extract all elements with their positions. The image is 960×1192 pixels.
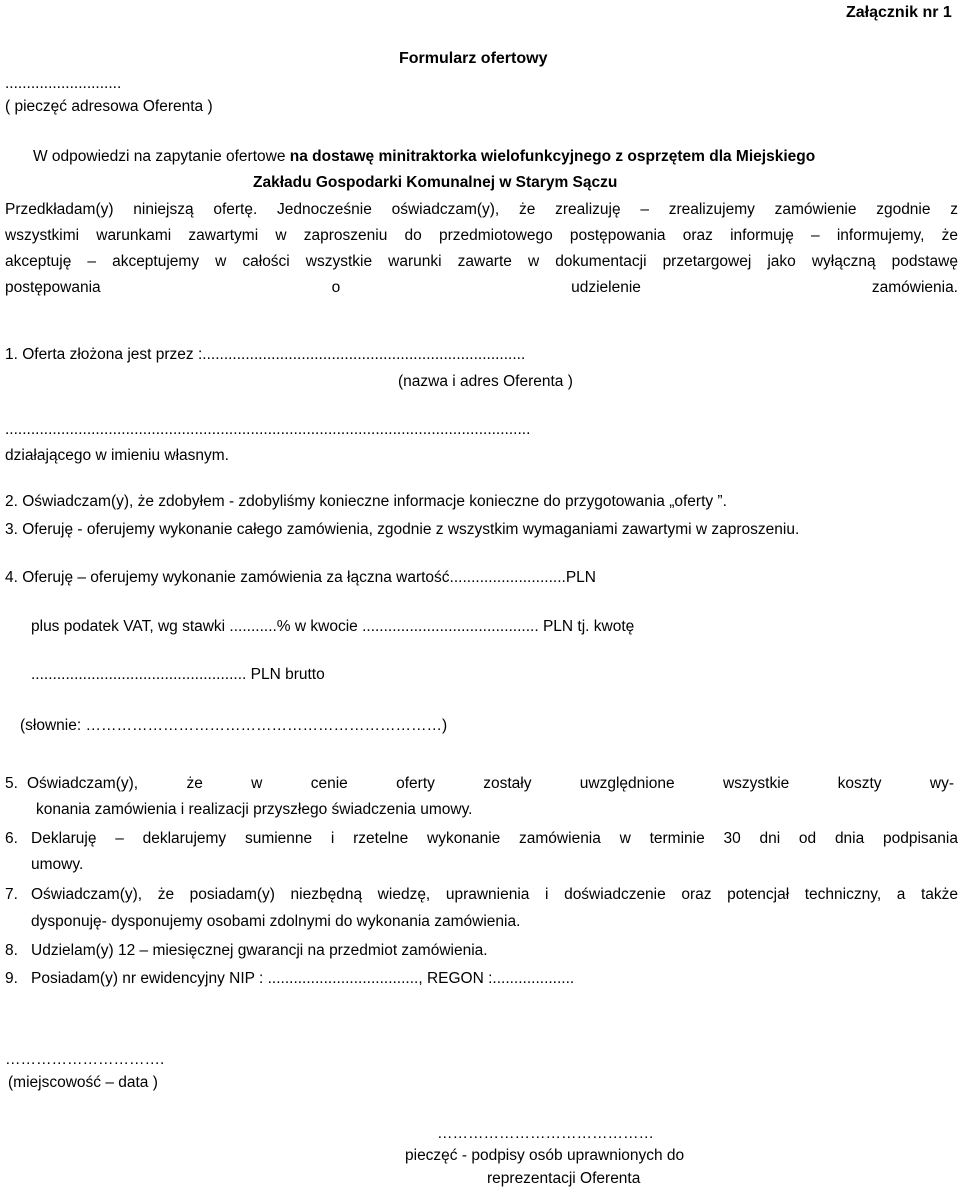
item-6	[5, 829, 958, 849]
item-4-vat: plus podatek VAT, wg stawki ...........% w kwocie ......................................... PLN tj. kwotę	[31, 618, 635, 635]
attachment-label: Załącznik nr 1	[846, 4, 952, 21]
item-6-number: 6.	[5, 830, 18, 847]
item-7	[5, 885, 958, 905]
form-title: Formularz ofertowy	[399, 50, 548, 67]
stamp-label: ( pieczęć adresowa Oferenta )	[5, 98, 213, 115]
item-6-line-2: umowy.	[31, 856, 84, 873]
item-1-dots: ..........................................................................................................................	[5, 421, 531, 438]
item-7-line-1: Oświadczam(y), że posiadam(y) niezbędną wiedzę, uprawnienia i doświadczenie oraz potencjał techniczny, a także	[31, 886, 958, 903]
item-3: 3. Oferuję - oferujemy wykonanie całego zamówienia, zgodnie z wszystkim wymaganiami zawartymi w zaproszeniu.	[5, 521, 800, 538]
item-9-number: 9.	[5, 970, 18, 987]
stamp-dots: ...........................	[5, 75, 122, 92]
declaration-line-1: Przedkładam(y) niniejszą ofertę. Jednocześnie oświadczam(y), że zrealizuję – zrealizujemy zamówienie zgodnie z	[5, 201, 958, 218]
item-6-line-1: Deklaruję – deklarujemy sumienne i rzetelne wykonanie zamówienia w terminie 30 dni od dnia podpisania	[31, 830, 958, 847]
place-date-dots: ………………………….	[5, 1051, 165, 1068]
place-date-label: (miejscowość – data )	[8, 1074, 158, 1091]
declaration-line-4: postępowania o udzielenie zamówienia.	[5, 279, 958, 296]
item-5	[5, 774, 958, 794]
intro-subject: na dostawę minitraktorka wielofunkcyjnego z osprzętem dla Miejskiego	[289, 148, 816, 165]
item-5-number: 5.	[5, 775, 18, 792]
item-5-line-2: konania zamówienia i realizacji przyszłego świadczenia umowy.	[36, 801, 473, 818]
item-8-number: 8.	[5, 942, 18, 959]
item-8-line-1: Udzielam(y) 12 – miesięcznej gwarancji na przedmiot zamówienia.	[31, 942, 488, 959]
declaration-paragraph	[5, 200, 958, 298]
signature-dots: ……………………………………	[437, 1125, 654, 1142]
signature-label-1: pieczęć - podpisy osób uprawnionych do	[405, 1147, 685, 1164]
intro-line-1	[33, 147, 815, 167]
item-8	[5, 941, 488, 961]
intro-line-2: Zakładu Gospodarki Komunalnej w Starym Sączu	[253, 174, 618, 191]
item-4: 4. Oferuję – oferujemy wykonanie zamówienia za łączna wartość...........................PLN	[5, 569, 596, 586]
item-9-line-1: Posiadam(y) nr ewidencyjny NIP : ..................................., REGON :...................	[31, 970, 575, 987]
item-4-brutto: .................................................. PLN brutto	[31, 666, 325, 683]
item-7-number: 7.	[5, 886, 18, 903]
signature-label-2: reprezentacji Oferenta	[487, 1170, 641, 1187]
intro-prefix: W odpowiedzi na zapytanie ofertowe	[33, 148, 290, 165]
item-1-offer-by: 1. Oferta złożona jest przez :...........................................................................	[5, 346, 526, 363]
item-4-in-words: (słownie: ……………………………………………………………)	[20, 717, 448, 734]
item-1-tail: działającego w imieniu własnym.	[5, 447, 229, 464]
item-1-hint: (nazwa i adres Oferenta )	[398, 373, 573, 390]
item-9	[5, 969, 574, 989]
declaration-line-3: akceptuję – akceptujemy w całości wszystkie warunki zawarte w dokumentacji przetargowej jako wyłączną podstawę	[5, 253, 958, 270]
item-5-line-1: Oświadczam(y), że w cenie oferty zostały uwzględnione wszystkie koszty wy-	[27, 775, 954, 792]
item-7-line-2: dysponuję- dysponujemy osobami zdolnymi do wykonania zamówienia.	[31, 913, 521, 930]
item-2: 2. Oświadczam(y), że zdobyłem - zdobyliśmy konieczne informacje konieczne do przygotowania „oferty ”.	[5, 493, 727, 510]
declaration-line-2: wszystkimi warunkami zawartymi w zaproszeniu do przedmiotowego postępowania oraz informuję – informujemy, że	[5, 227, 958, 244]
